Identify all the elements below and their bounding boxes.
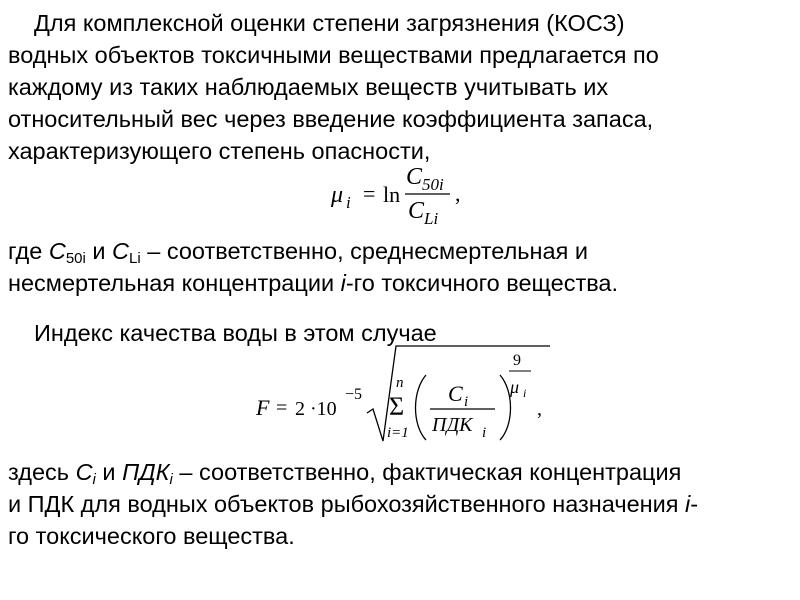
formula1-mu: μ: [331, 182, 344, 208]
p4-l2-dash: -: [690, 491, 699, 517]
formula2-pow-mu-sub: i: [523, 386, 527, 400]
formula2-sum-sign: Σ: [389, 392, 405, 421]
formula1-ln: ln: [383, 182, 401, 207]
p4-l2-start: и ПДК для водных объектов рыбохозяйственного назначения: [8, 491, 686, 517]
p4-pdk: ПДК: [122, 459, 170, 485]
formula2-coef: 2 ·10: [295, 398, 337, 420]
formula2-den-pdk: ПДК: [432, 414, 473, 436]
paragraph-1-line-3: каждому из таких наблюдаемых веществ учитывать их: [8, 74, 609, 100]
formula2-right-paren: [500, 375, 511, 440]
formula2-sum-top: n: [396, 375, 404, 391]
paragraph-1-line-4: относительный вес через введение коэффициента запаса,: [8, 106, 654, 132]
formula2-num-c: C: [448, 381, 463, 406]
paragraph-4-line-2: [8, 489, 698, 519]
p2-cli-sub: Li: [129, 250, 141, 267]
paragraph-1-line-2: водных объектов токсичными веществами предлагается по: [8, 42, 659, 68]
p2-end: – соответственно, среднесмертельная и: [140, 238, 588, 264]
paragraph-1-line-5: характеризующего степень опасности,: [8, 138, 431, 164]
paragraph-1-line-1: Для комплексной оценки степени загрязнения (КОСЗ): [34, 10, 625, 36]
formula1-num-c: C: [406, 164, 423, 190]
formula1-equals: =: [363, 181, 376, 206]
p2-l2-end: -го токсичного вещества.: [345, 270, 619, 296]
formula1-den-c: C: [408, 198, 425, 224]
formula2-num-sub: i: [464, 394, 469, 410]
p4-end: – соответственно, фактическая концентрация: [172, 459, 682, 485]
p4-and: и: [95, 459, 123, 485]
p2-cli: C: [112, 238, 130, 264]
formula2-left-paren: [416, 375, 427, 440]
p2-l2-start: несмертельная концентрации: [8, 270, 341, 296]
paragraph-4-line-3: го токсического вещества.: [8, 523, 295, 549]
p4-pdk-sub: i: [169, 471, 173, 488]
p2-i-letter: i: [340, 270, 346, 296]
p2-c50: C: [48, 238, 66, 264]
paragraph-3: Индекс качества воды в этом случае: [34, 320, 437, 346]
paragraph-2-line-2: [8, 268, 618, 298]
formula2-exp: −5: [345, 386, 363, 403]
formula2-equals: =: [276, 397, 288, 419]
p4-ci: C: [75, 459, 93, 485]
p2-c50-sub: 50i: [65, 250, 86, 267]
formula2-sum-bottom: i=1: [387, 425, 409, 441]
formula2-den-sub: i: [482, 425, 487, 441]
formula1-num-sub: 50i: [422, 175, 444, 194]
p4-start: здесь: [8, 459, 76, 485]
p4-ci-sub: i: [92, 471, 96, 488]
formula2-comma: ,: [537, 398, 542, 420]
formula1-den-sub: Li: [424, 209, 439, 228]
formula2-F: F: [256, 395, 270, 420]
p2-and: и: [85, 238, 113, 264]
formula-water-quality-index: [250, 343, 560, 448]
p4-i-letter: i: [685, 491, 691, 517]
formula1-comma: ,: [455, 181, 461, 206]
formula-safety-coefficient: [325, 160, 485, 230]
p2-start: где: [8, 238, 49, 264]
formula2-pow-num: 9: [513, 352, 521, 369]
formula1-mu-sub: i: [346, 193, 351, 212]
formula2-pow-mu: μ: [510, 377, 520, 397]
